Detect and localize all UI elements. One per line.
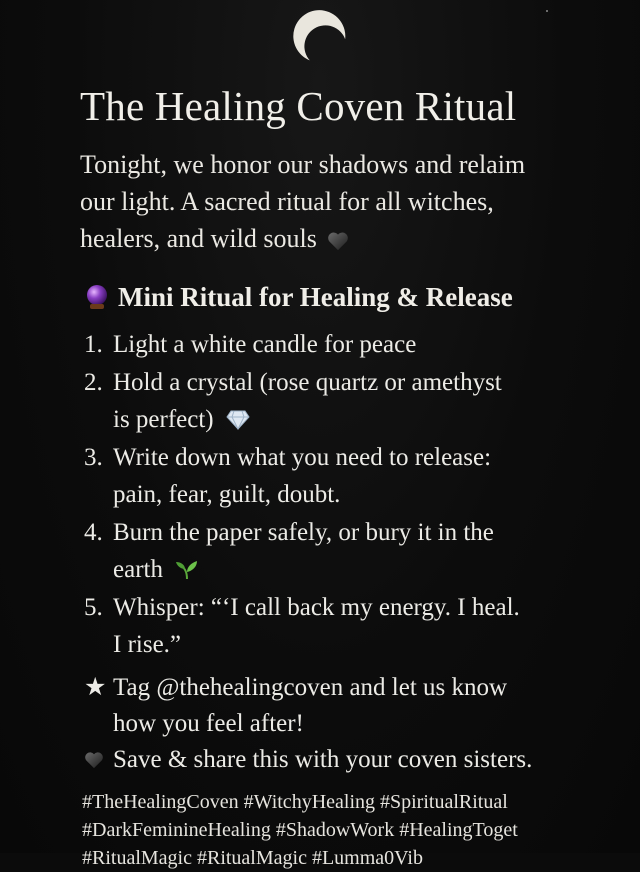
gem-icon xyxy=(226,410,250,430)
black-heart-icon xyxy=(84,742,113,778)
hashtags-line-2: #DarkFeminineHealing #ShadowWork #HealingToget xyxy=(82,819,518,841)
hashtags xyxy=(82,788,638,872)
list-item xyxy=(84,742,604,778)
crescent-moon-icon xyxy=(288,4,350,66)
step-text-continued: is perfect) xyxy=(113,406,214,433)
section-heading-text: Mini Ritual for Healing & Release xyxy=(118,282,513,312)
step-text-continued: I rise.” xyxy=(113,631,182,658)
step-text: Hold a crystal (rose quartz or amethyst xyxy=(113,368,502,396)
step-number: 3. xyxy=(84,443,103,471)
share-text: Save & share this with your coven sisters. xyxy=(113,746,533,773)
intro-text xyxy=(80,146,620,257)
ritual-steps-list xyxy=(84,326,604,664)
call-to-action-list xyxy=(84,670,604,778)
seedling-icon xyxy=(175,558,201,580)
star-dot xyxy=(546,10,548,12)
list-item xyxy=(84,589,604,664)
step-text: Whisper: “‘I call back my energy. I heal. xyxy=(113,593,520,621)
list-item xyxy=(84,670,604,742)
page-title: The Healing Coven Ritual xyxy=(80,83,517,129)
step-number: 4. xyxy=(84,518,103,546)
step-number: 5. xyxy=(84,593,103,621)
intro-line-1: Tonight, we honor our shadows and relaim xyxy=(80,150,526,179)
step-number: 1. xyxy=(84,331,103,358)
step-text: Write down what you need to release: xyxy=(113,443,492,471)
black-heart-icon xyxy=(327,231,349,251)
star-icon: ★ xyxy=(84,674,107,701)
hashtags-line-1: #TheHealingCoven #WitchyHealing #SpiritualRitual xyxy=(82,791,508,813)
step-text: Burn the paper safely, or bury it in the xyxy=(113,518,494,546)
step-text: Light a white candle for peace xyxy=(113,331,417,358)
section-heading xyxy=(84,279,624,316)
list-item xyxy=(84,326,604,364)
step-text-continued: pain, fear, guilt, doubt. xyxy=(113,481,341,508)
intro-line-2: our light. A sacred ritual for all witches, xyxy=(80,187,494,216)
crystal-ball-icon xyxy=(84,284,110,310)
step-number: 2. xyxy=(84,368,103,396)
hashtags-line-3: #RitualMagic #RitualMagic #Lumma0Vib xyxy=(82,847,423,869)
tag-text: Tag @thehealingcoven and let us know xyxy=(113,674,508,701)
list-item xyxy=(84,439,604,514)
list-item xyxy=(84,364,604,439)
tag-text-continued: how you feel after! xyxy=(113,710,304,737)
step-text-continued: earth xyxy=(113,556,163,583)
list-item xyxy=(84,514,604,589)
intro-line-3: healers, and wild souls xyxy=(80,224,317,253)
